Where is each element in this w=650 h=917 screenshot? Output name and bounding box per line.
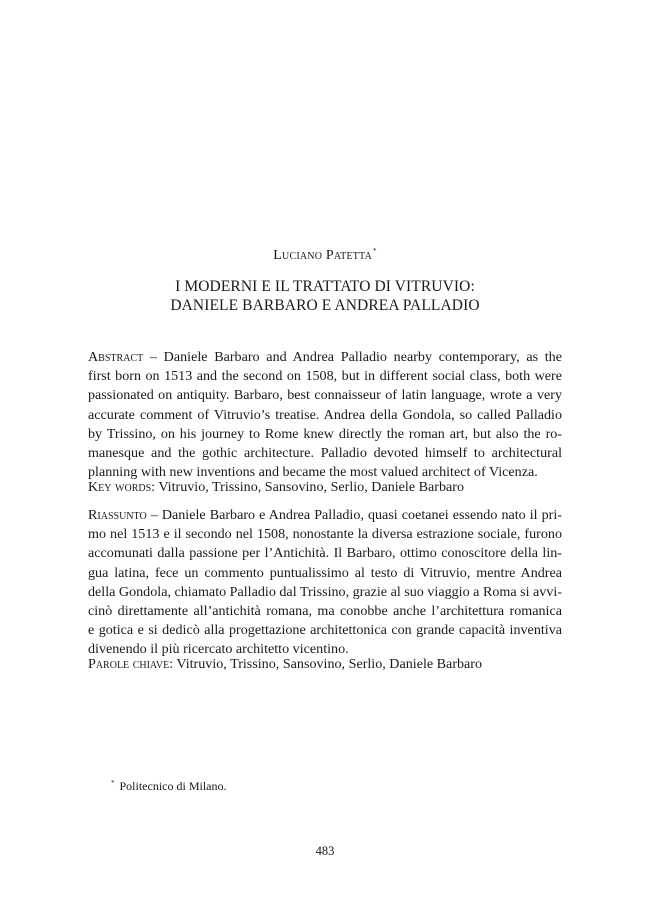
footnote	[111, 779, 227, 794]
riassunto-section	[88, 506, 562, 660]
abstract-line: by Trissino, on his journey to Rome knew directly the roman art, but also the ro-	[88, 425, 562, 442]
parole-chiave-label: Parole chiave	[88, 656, 170, 672]
title-line-1: I MODERNI E IL TRATTATO DI VITRUVIO:	[175, 278, 475, 295]
riassunto-label: Riassunto	[88, 507, 147, 523]
riassunto-line: divenendo il più ricercato architetto vicentino.	[88, 641, 349, 658]
riassunto-text: – Daniele Barbaro e Andrea Palladio, quasi coetanei essendo nato il pri-	[146, 507, 562, 523]
riassunto-line	[88, 506, 562, 525]
riassunto-line: e gotica e si dedicò alla progettazione architettonica con grande capacità inventiva	[88, 622, 562, 639]
keywords-label: Key words	[88, 479, 152, 495]
footnote-mark: *	[111, 779, 115, 787]
keywords-line	[88, 478, 562, 497]
abstract-line: manesque and the gothic architecture. Palladio devoted himself to architectural	[88, 444, 562, 461]
footnote-text: Politecnico di Milano.	[119, 779, 227, 793]
abstract-label: Abstract	[88, 349, 144, 365]
parole-chiave-text: : Vitruvio, Trissino, Sansovino, Serlio, Daniele Barbaro	[169, 656, 483, 672]
riassunto-line: cinò direttamente all’antichità romana, ma conobbe anche l’architettura romanica	[88, 602, 562, 619]
paper-title	[0, 277, 650, 315]
keywords-section	[88, 478, 562, 497]
page-number: 483	[315, 844, 335, 858]
title-line-2: DANIELE BARBARO E ANDREA PALLADIO	[170, 297, 480, 314]
riassunto-line: della Gondola, chiamato Palladio dal Trissino, grazie al suo viaggio a Roma si avvi-	[88, 583, 563, 600]
abstract-line: passionated on antiquity. Barbaro, best connaisseur of latin language, wrote a very	[88, 387, 562, 404]
author-footnote-mark: *	[373, 247, 377, 255]
author-line	[0, 247, 650, 264]
abstract-text: – Daniele Barbaro and Andrea Palladio nearby contemporary, as the	[143, 349, 562, 365]
abstract-section	[88, 348, 562, 482]
riassunto-line: mo nel 1513 e il secondo nel 1508, nonostante la diversa estrazione sociale, furono	[88, 526, 562, 543]
keywords-text: : Vitruvio, Trissino, Sansovino, Serlio, Daniele Barbaro	[151, 479, 465, 495]
parole-chiave-line	[88, 655, 562, 674]
abstract-line: first born on 1513 and the second on 1508, but in different social class, both were	[88, 368, 562, 385]
parole-chiave-section	[88, 655, 562, 674]
author-name: Luciano Patetta	[273, 248, 372, 263]
riassunto-line: gua latina, fece un commento puntualissimo al testo di Vitruvio, mentre Andrea	[88, 564, 562, 581]
abstract-line: planning with new inventions and became the most valued architect of Vicenza.	[88, 464, 538, 481]
riassunto-line: accomunati dalla passione per l’Antichità. Il Barbaro, ottimo conoscitore della lin-	[88, 545, 562, 562]
abstract-line: accurate comment of Vitruvio’s treatise. Andrea della Gondola, so called Palladio	[88, 406, 562, 423]
abstract-line	[88, 348, 562, 367]
